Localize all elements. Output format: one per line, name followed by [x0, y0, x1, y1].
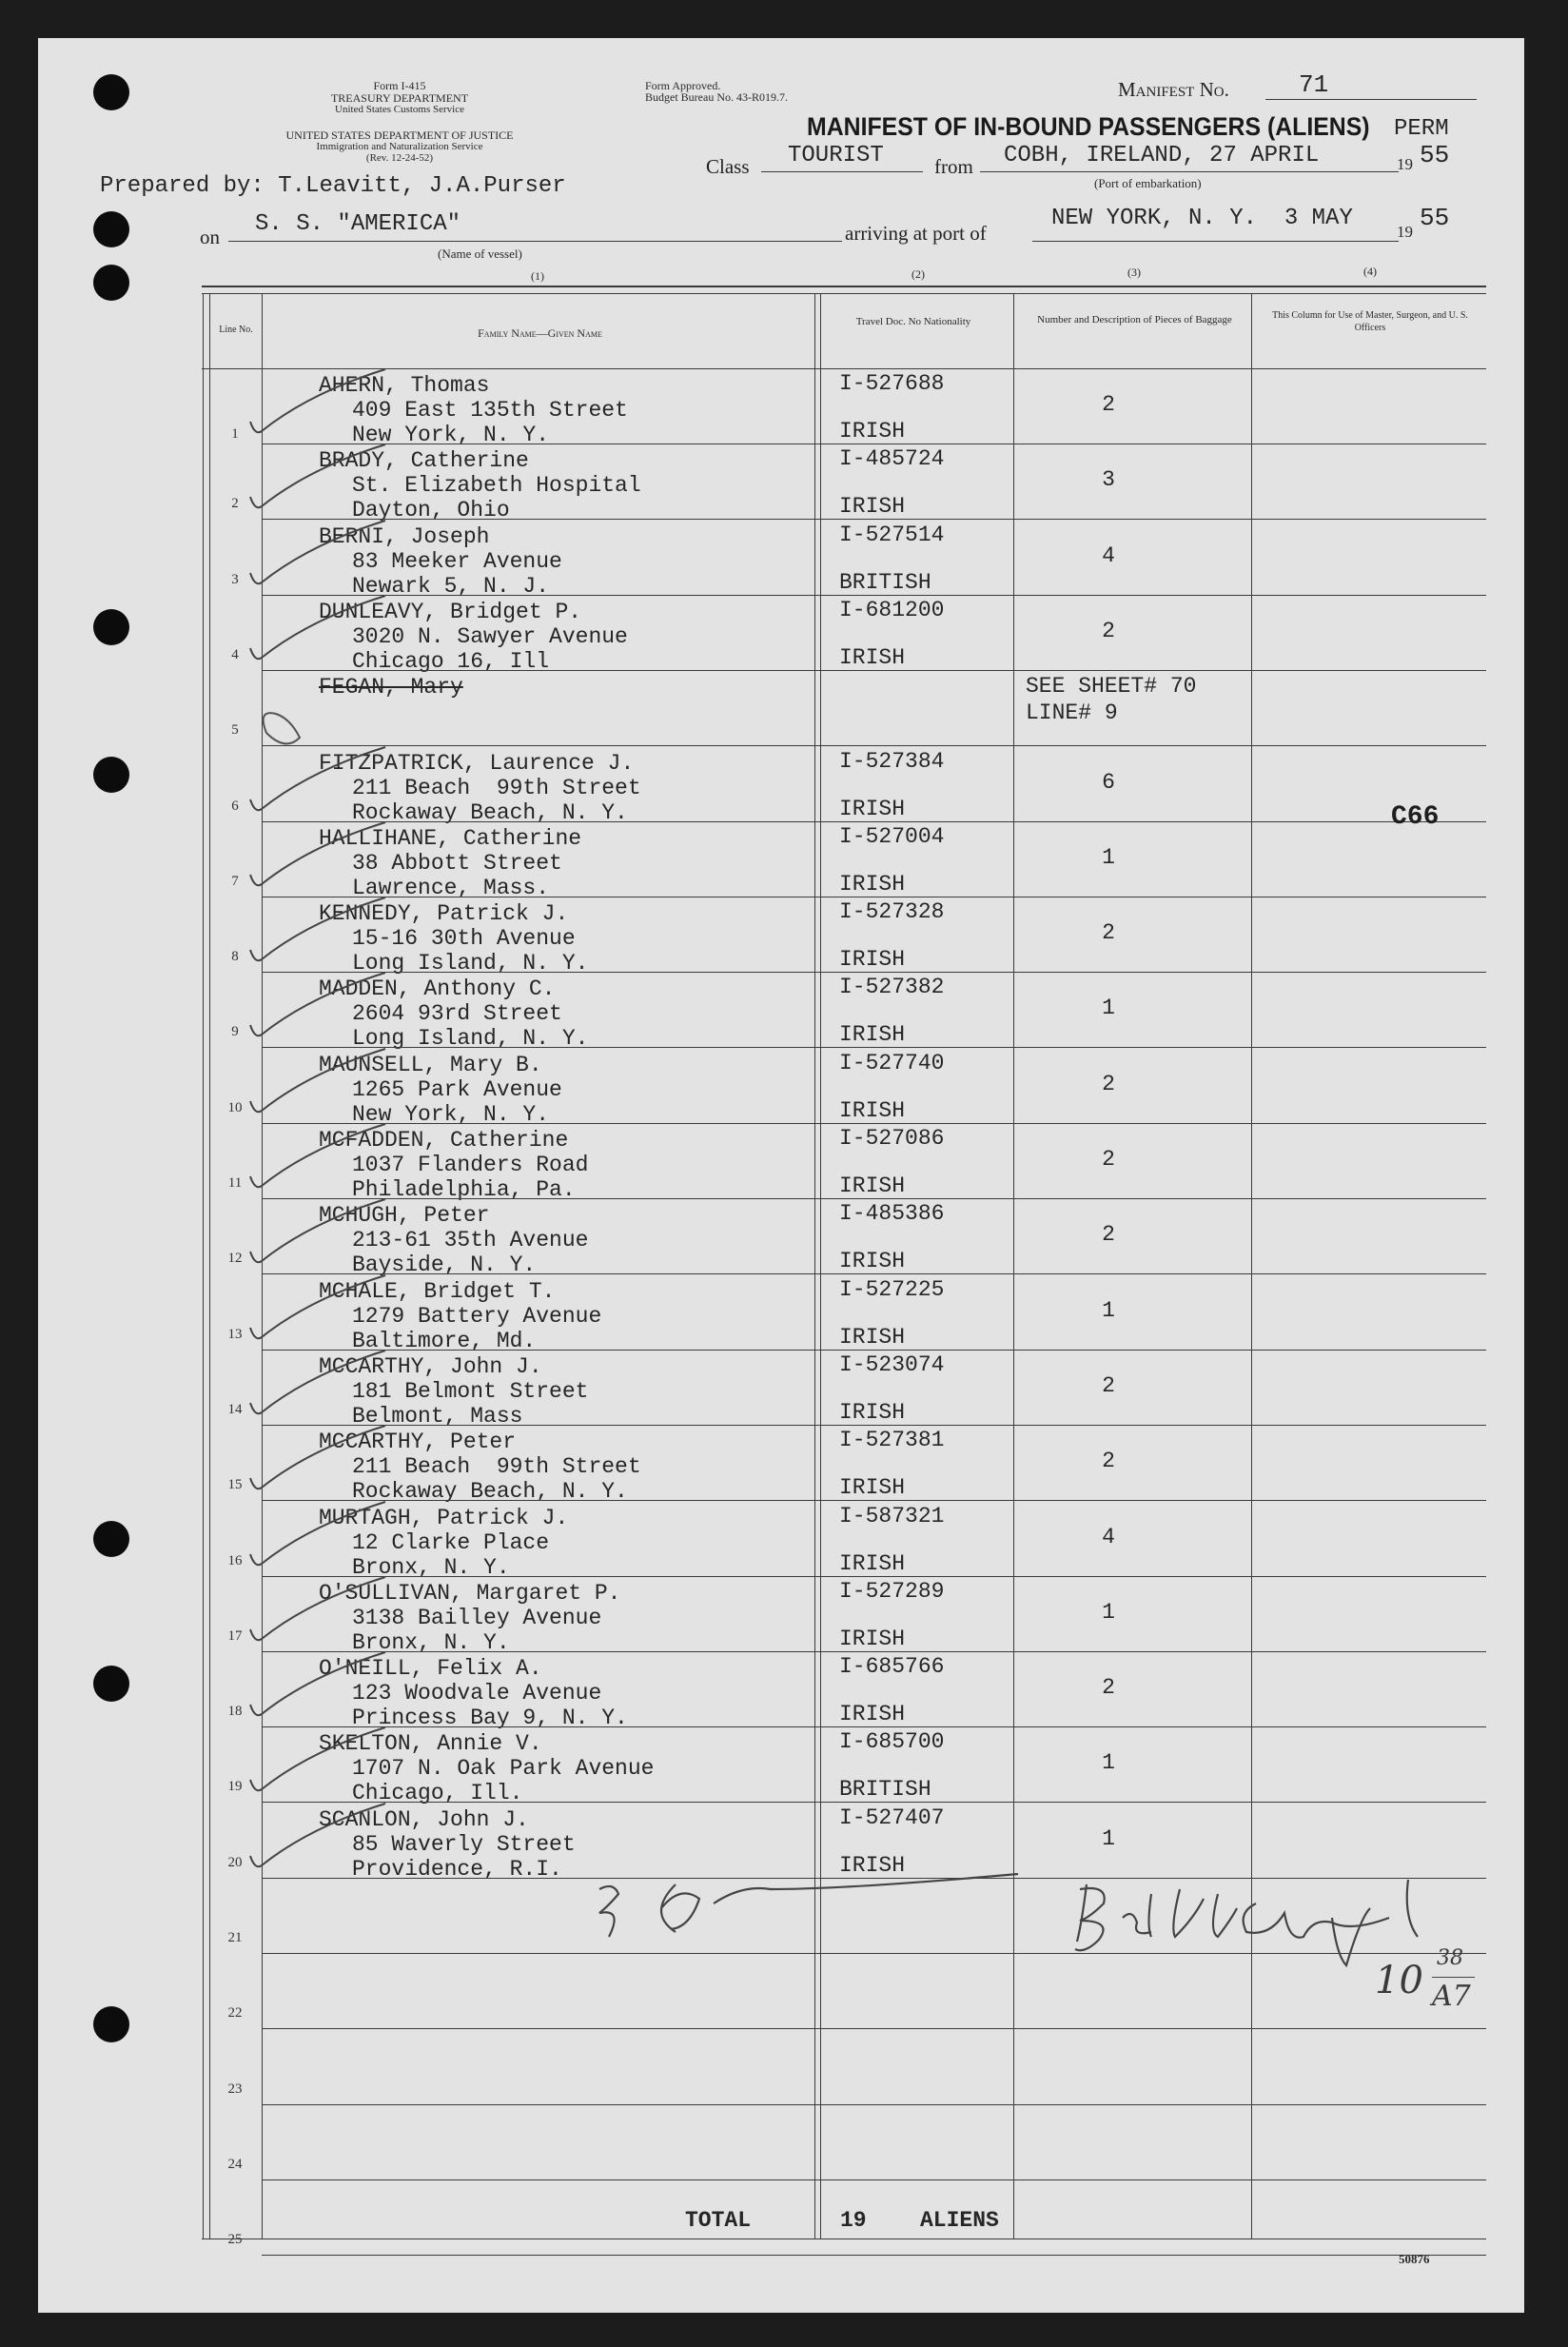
row-rule — [262, 745, 1486, 746]
address-street: 12 Clarke Place — [352, 1530, 550, 1555]
col-num-4: (4) — [1363, 265, 1377, 278]
passenger-name: SCANLON, John J. — [319, 1807, 529, 1832]
embarkation-port: COBH, IRELAND, 27 APRIL — [1004, 143, 1320, 168]
row-rule — [262, 1047, 1486, 1048]
baggage-count: 2 — [1102, 920, 1115, 945]
passenger-name: MCHUGH, Peter — [319, 1203, 490, 1228]
table-row — [0, 1954, 1568, 2029]
nationality: IRISH — [839, 947, 906, 972]
line-number: 10 — [227, 1100, 243, 1115]
year-prefix-2: 19 — [1397, 223, 1413, 241]
address-street: 123 Woodvale Avenue — [352, 1681, 602, 1706]
col-num-1: (1) — [531, 269, 544, 283]
passenger-entry — [319, 1203, 588, 1277]
col-num-2: (2) — [911, 267, 925, 281]
nationality: IRISH — [839, 1249, 906, 1273]
table-top-rule — [202, 286, 1486, 287]
nationality: IRISH — [839, 1627, 906, 1651]
total-unit: ALIENS — [920, 2208, 999, 2233]
line-number: 18 — [227, 1704, 243, 1719]
class-value: TOURIST — [788, 143, 884, 168]
passenger-name: MADDEN, Anthony C. — [319, 976, 556, 1001]
perm-stamp: PERM — [1394, 116, 1449, 142]
vessel-caption: (Name of vessel) — [438, 247, 522, 261]
address-city: New York, N. Y. — [352, 1102, 550, 1127]
address-street: 85 Waverly Street — [352, 1832, 576, 1857]
ins-service: Immigration and Naturalization Service — [316, 141, 483, 152]
passenger-entry — [319, 448, 641, 523]
baggage-count: 1 — [1102, 845, 1115, 870]
line-number: 16 — [227, 1553, 243, 1568]
treasury-dept: TREASURY DEPARTMENT — [330, 91, 469, 105]
col-num-3: (3) — [1127, 266, 1141, 279]
passenger-name: O'SULLIVAN, Margaret P. — [319, 1581, 621, 1606]
year-prefix: 19 — [1397, 155, 1413, 173]
passenger-name: FITZPATRICK, Laurence J. — [319, 751, 635, 776]
line-number: 25 — [227, 2232, 243, 2247]
address-city: Long Island, N. Y. — [352, 1026, 589, 1051]
passenger-name: MCFADDEN, Catherine — [319, 1128, 569, 1153]
passenger-entry — [319, 373, 628, 447]
handwritten-fraction-top: 10 — [1375, 1959, 1423, 2002]
passenger-entry — [319, 1279, 601, 1353]
address-street: 83 Meeker Avenue — [352, 549, 562, 574]
baggage-count: 2 — [1102, 1072, 1115, 1096]
row-rule — [262, 1500, 1486, 1501]
passenger-name: MCCARTHY, Peter — [319, 1430, 517, 1454]
nationality: IRISH — [839, 872, 906, 897]
manifest-number: 71 — [1299, 70, 1329, 99]
address-street: St. Elizabeth Hospital — [352, 473, 641, 498]
table-row — [0, 596, 1568, 674]
line-number: 19 — [227, 1779, 243, 1794]
baggage-count: 4 — [1102, 543, 1115, 568]
address-city: Philadelphia, Pa. — [352, 1177, 576, 1202]
table-row — [0, 369, 1568, 447]
table-row — [0, 822, 1568, 900]
travel-doc-number: I-527514 — [839, 523, 945, 547]
vessel-name: S. S. "AMERICA" — [255, 211, 461, 237]
table-row — [0, 2105, 1568, 2180]
line-number: 24 — [227, 2157, 243, 2172]
table-row — [0, 1804, 1568, 1882]
passenger-entry — [319, 524, 562, 599]
table-row — [0, 747, 1568, 825]
address-street: 38 Abbott Street — [352, 851, 562, 876]
passenger-entry — [319, 600, 628, 674]
row-rule — [262, 1802, 1486, 1803]
line-number: 14 — [227, 1402, 243, 1417]
baggage-count: 4 — [1102, 1525, 1115, 1549]
passenger-entry — [319, 1506, 568, 1580]
address-street: 3020 N. Sawyer Avenue — [352, 624, 628, 649]
total-label: TOTAL — [685, 2208, 752, 2233]
travel-doc-number: I-527740 — [839, 1051, 945, 1075]
embark-year: 55 — [1420, 141, 1450, 169]
line-number: 13 — [227, 1327, 243, 1342]
travel-doc-number: I-527225 — [839, 1277, 945, 1302]
line-number: 7 — [231, 874, 239, 889]
form-number: Form I-415 — [373, 79, 426, 92]
address-city: Rockaway Beach, N. Y. — [352, 800, 628, 825]
passenger-entry — [319, 1581, 620, 1655]
table-row — [0, 521, 1568, 599]
justice-dept: UNITED STATES DEPARTMENT OF JUSTICE — [285, 128, 514, 142]
form-approved: Form Approved. — [645, 79, 721, 92]
punch-hole — [93, 211, 129, 247]
passenger-name: MCHALE, Bridget T. — [319, 1279, 556, 1304]
address-street: 1037 Flanders Road — [352, 1153, 589, 1177]
header-name: Family Name—Given Name — [478, 326, 602, 340]
arrival-rule — [1032, 241, 1399, 242]
nationality: IRISH — [839, 419, 906, 444]
line-number: 20 — [227, 1855, 243, 1870]
line-number: 22 — [227, 2005, 243, 2021]
address-city: Dayton, Ohio — [352, 498, 510, 523]
table-row — [0, 1124, 1568, 1202]
passenger-entry — [319, 1128, 588, 1202]
nationality: IRISH — [839, 494, 906, 519]
address-city: Providence, R.I. — [352, 1857, 562, 1882]
address-city: Baltimore, Md. — [352, 1329, 537, 1353]
travel-doc-number: I-527382 — [839, 975, 945, 999]
row-rule — [262, 2255, 1486, 2256]
total-count: 19 — [840, 2208, 867, 2233]
table-top-rule-2 — [202, 293, 1486, 294]
baggage-count: 1 — [1102, 1298, 1115, 1323]
table-row — [0, 1199, 1568, 1277]
table-row — [0, 1351, 1568, 1429]
travel-doc-number: I-485386 — [839, 1201, 945, 1226]
arrival-year: 55 — [1420, 204, 1450, 232]
travel-doc-number: I-681200 — [839, 598, 945, 622]
address-street: 409 East 135th Street — [352, 398, 628, 423]
nationality: BRITISH — [839, 1777, 931, 1802]
nationality: IRISH — [839, 1702, 906, 1726]
passenger-entry — [319, 751, 641, 825]
class-rule — [761, 171, 923, 172]
table-row — [0, 897, 1568, 976]
row-rule — [262, 519, 1486, 520]
nationality: IRISH — [839, 1022, 906, 1047]
address-city: Rockaway Beach, N. Y. — [352, 1479, 628, 1504]
travel-doc-number: I-527407 — [839, 1805, 945, 1830]
nationality: IRISH — [839, 797, 906, 821]
passenger-entry — [319, 1053, 562, 1127]
baggage-count: 1 — [1102, 1600, 1115, 1625]
address-street: 211 Beach 99th Street — [352, 1454, 641, 1479]
table-row — [0, 1577, 1568, 1655]
address-street: 213-61 35th Avenue — [352, 1228, 589, 1252]
nationality: IRISH — [839, 1325, 906, 1350]
header-officers: This Column for Use of Master, Surgeon, and U. S. Officers — [1272, 310, 1468, 333]
passenger-entry — [319, 1656, 628, 1730]
row-rule — [262, 2028, 1486, 2029]
line-number: 6 — [231, 799, 239, 814]
row-rule — [262, 1273, 1486, 1274]
address-street: 3138 Bailley Avenue — [352, 1606, 602, 1630]
line-number: 12 — [227, 1251, 243, 1266]
address-street: 1265 Park Avenue — [352, 1077, 562, 1102]
line-number: 4 — [231, 647, 239, 662]
nationality: IRISH — [839, 1098, 906, 1123]
travel-doc-number: I-685766 — [839, 1654, 945, 1679]
baggage-count: 1 — [1102, 996, 1115, 1020]
address-street: 1707 N. Oak Park Avenue — [352, 1756, 655, 1781]
manifest-title: MANIFEST OF IN-BOUND PASSENGERS (ALIENS) — [807, 112, 1370, 141]
nationality: IRISH — [839, 645, 906, 670]
revision: (Rev. 12-24-52) — [365, 152, 434, 164]
margin-note: C66 — [1391, 802, 1440, 832]
baggage-count: 6 — [1102, 770, 1115, 795]
arriving-label: arriving at port of — [845, 222, 987, 245]
address-street: 1279 Battery Avenue — [352, 1304, 602, 1329]
table-row — [0, 1426, 1568, 1504]
address-street: 181 Belmont Street — [352, 1379, 589, 1404]
address-city: Bayside, N. Y. — [352, 1252, 537, 1277]
line-number: 1 — [231, 426, 239, 442]
passenger-entry — [319, 901, 588, 976]
cross-reference-note — [1026, 673, 1196, 726]
handwritten-fraction-bot: A7 — [1432, 1980, 1471, 2013]
manifest-number-rule — [1265, 99, 1477, 100]
travel-doc-number: I-527328 — [839, 899, 945, 924]
punch-hole — [93, 74, 129, 110]
travel-doc-number: I-527086 — [839, 1126, 945, 1151]
embark-caption: (Port of embarkation) — [1094, 176, 1202, 190]
punch-hole — [93, 265, 129, 301]
baggage-count: 2 — [1102, 1675, 1115, 1700]
nationality: IRISH — [839, 1400, 906, 1425]
nationality: IRISH — [839, 1475, 906, 1500]
baggage-count: 2 — [1102, 392, 1115, 417]
baggage-count: 1 — [1102, 1750, 1115, 1775]
nationality: IRISH — [839, 1551, 906, 1576]
travel-doc-number: I-527384 — [839, 749, 945, 774]
address-city: Newark 5, N. J. — [352, 574, 550, 599]
address-street: 15-16 30th Avenue — [352, 926, 576, 951]
address-street: 2604 93rd Street — [352, 1001, 562, 1026]
baggage-count: 2 — [1102, 1373, 1115, 1398]
line-number: 11 — [227, 1175, 243, 1191]
address-city: New York, N. Y. — [352, 423, 550, 447]
table-row — [0, 1879, 1568, 1954]
baggage-count: 2 — [1102, 619, 1115, 643]
baggage-count: 2 — [1102, 1222, 1115, 1247]
travel-doc-number: I-527004 — [839, 824, 945, 849]
line-number: 8 — [231, 949, 239, 964]
budget-bureau: Budget Bureau No. 43-R019.7. — [645, 90, 788, 104]
on-label: on — [200, 226, 220, 248]
baggage-count: 1 — [1102, 1826, 1115, 1851]
table-row — [0, 1049, 1568, 1127]
prepared-by: Prepared by: T.Leavitt, J.A.Purser — [100, 173, 566, 199]
customs-service: United States Customs Service — [335, 104, 464, 115]
passenger-name: SKELTON, Annie V. — [319, 1731, 542, 1756]
footer-code: 50876 — [1399, 2252, 1430, 2266]
table-row — [0, 1727, 1568, 1803]
manifest-label: Manifest No. — [1118, 78, 1229, 101]
passenger-name: BERNI, Joseph — [319, 524, 490, 549]
address-city: Bronx, N. Y. — [352, 1555, 510, 1580]
table-row — [0, 2180, 1568, 2256]
travel-doc-number: I-523074 — [839, 1352, 945, 1377]
line-number: 9 — [231, 1024, 239, 1039]
address-city: Princess Bay 9, N. Y. — [352, 1706, 628, 1730]
line-number: 23 — [227, 2081, 243, 2097]
table-row — [0, 444, 1568, 523]
cross-reference-sheet: SEE SHEET# 70 — [1026, 674, 1197, 699]
address-city: Bronx, N. Y. — [352, 1630, 510, 1655]
passenger-name: DUNLEAVY, Bridget P. — [319, 600, 582, 624]
arrival-port: NEW YORK, N. Y. 3 MAY — [1051, 206, 1353, 231]
header-bag: Number and Description of Pieces of Baggage — [1037, 314, 1232, 325]
travel-doc-number: I-587321 — [839, 1504, 945, 1529]
travel-doc-number: I-485724 — [839, 446, 945, 471]
handwritten-fraction-mid: 38 — [1437, 1946, 1463, 1970]
address-city: Chicago, Ill. — [352, 1781, 523, 1805]
address-city: Lawrence, Mass. — [352, 876, 550, 900]
line-number: 17 — [227, 1628, 243, 1644]
address-city: Long Island, N. Y. — [352, 951, 589, 976]
nationality: BRITISH — [839, 570, 931, 595]
passenger-entry — [319, 675, 463, 700]
travel-doc-number: I-685700 — [839, 1729, 945, 1754]
embark-rule — [980, 171, 1399, 172]
travel-doc-number: I-527289 — [839, 1579, 945, 1604]
passenger-name: O'NEILL, Felix A. — [319, 1656, 542, 1681]
address-city: Belmont, Mass — [352, 1404, 523, 1429]
address-city: Chicago 16, Ill — [352, 649, 550, 674]
table-row — [0, 973, 1568, 1051]
passenger-entry — [319, 826, 581, 900]
passenger-name: BRADY, Catherine — [319, 448, 529, 473]
passenger-entry — [319, 976, 588, 1051]
table-row — [0, 1275, 1568, 1351]
passenger-entry — [319, 1430, 641, 1504]
line-number: 21 — [227, 1930, 243, 1945]
travel-doc-number: I-527688 — [839, 371, 945, 396]
nationality: IRISH — [839, 1853, 906, 1878]
line-number: 5 — [231, 722, 239, 738]
passenger-entry — [319, 1731, 654, 1805]
line-number: 3 — [231, 572, 239, 587]
passenger-name: FEGAN, Mary — [319, 675, 463, 700]
from-label: from — [934, 155, 973, 178]
nationality: IRISH — [839, 1174, 906, 1198]
baggage-count: 2 — [1102, 1449, 1115, 1473]
header-line-no: Line No. — [219, 325, 253, 335]
table-row — [0, 2030, 1568, 2105]
passenger-entry — [319, 1807, 576, 1882]
passenger-name: MURTAGH, Patrick J. — [319, 1506, 569, 1530]
passenger-name: KENNEDY, Patrick J. — [319, 901, 569, 926]
travel-doc-number: I-527381 — [839, 1428, 945, 1452]
table-row — [0, 671, 1568, 746]
passenger-name: MCCARTHY, John J. — [319, 1354, 542, 1379]
vessel-rule — [228, 241, 842, 242]
baggage-count: 2 — [1102, 1147, 1115, 1172]
passenger-entry — [319, 1354, 588, 1429]
passenger-name: MAUNSELL, Mary B. — [319, 1053, 542, 1077]
table-row — [0, 1652, 1568, 1730]
class-label: Class — [706, 155, 750, 178]
header-doc: Travel Doc. No Nationality — [855, 316, 971, 327]
table-row — [0, 1502, 1568, 1580]
line-number: 15 — [227, 1477, 243, 1492]
line-number: 2 — [231, 496, 239, 511]
passenger-name: AHERN, Thomas — [319, 373, 490, 398]
cross-reference-line: LINE# 9 — [1026, 700, 1118, 725]
passenger-name: HALLIHANE, Catherine — [319, 826, 582, 851]
baggage-count: 3 — [1102, 467, 1115, 492]
address-street: 211 Beach 99th Street — [352, 776, 641, 800]
fraction-bar — [1432, 1977, 1475, 1978]
